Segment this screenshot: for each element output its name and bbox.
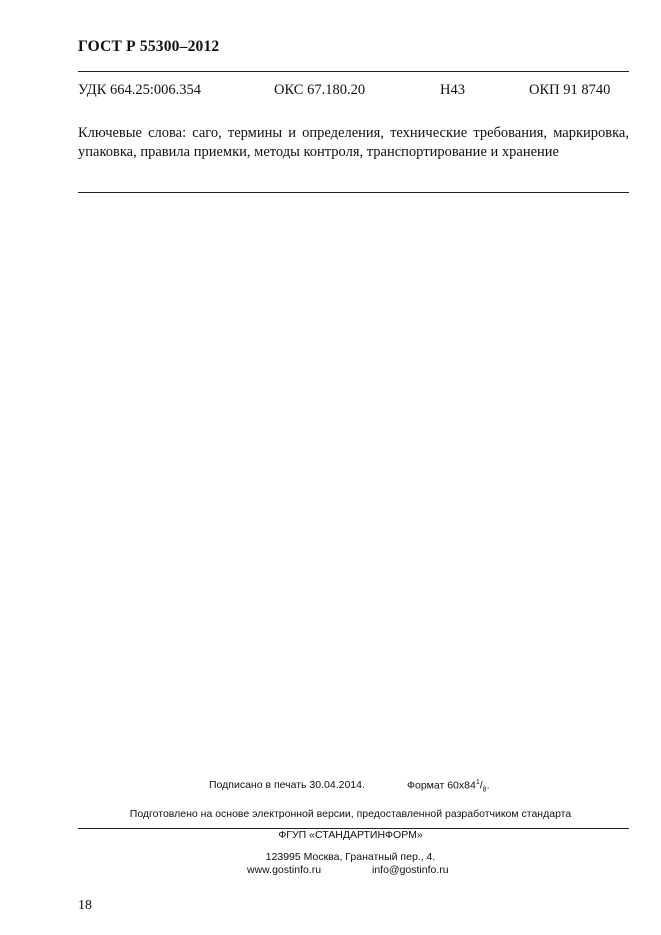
udk-code: УДК 664.25:006.354 — [78, 82, 202, 98]
publisher-name: ФГУП «СТАНДАРТИНФОРМ» — [278, 829, 423, 841]
publisher-address: 123995 Москва, Гранатный пер., 4. — [265, 851, 436, 863]
signed-date: Подписано в печать 30.04.2014. — [209, 779, 365, 791]
website-link[interactable]: www.gostinfo.ru — [247, 864, 322, 876]
format-denominator: 8 — [482, 786, 487, 794]
format-numerator: 1 — [475, 779, 480, 786]
classification-codes — [0, 82, 661, 102]
keywords-divider — [78, 192, 629, 193]
header-divider — [78, 71, 629, 72]
okp-code: ОКП 91 8740 — [529, 82, 611, 98]
document-title: ГОСТ Р 55300–2012 — [78, 38, 220, 55]
group-code: Н43 — [440, 82, 465, 98]
oks-code: ОКС 67.180.20 — [274, 82, 366, 98]
email-link[interactable]: info@gostinfo.ru — [372, 864, 449, 876]
prepared-note: Подготовлено на основе электронной версии, предоставленной разработчиком стандарта — [129, 808, 572, 820]
paper-format: Формат $60х84^1/_8$. — [407, 779, 490, 794]
keywords-paragraph: Ключевые слова: саго, термины и определения, технические требования, маркировка, упаковка, правила приемки, методы контроля, транспортирование и хранение — [78, 125, 629, 160]
page-number: 18 — [78, 898, 92, 913]
format-label: Формат 60х84 — [407, 779, 476, 792]
format-end: . — [486, 779, 490, 792]
